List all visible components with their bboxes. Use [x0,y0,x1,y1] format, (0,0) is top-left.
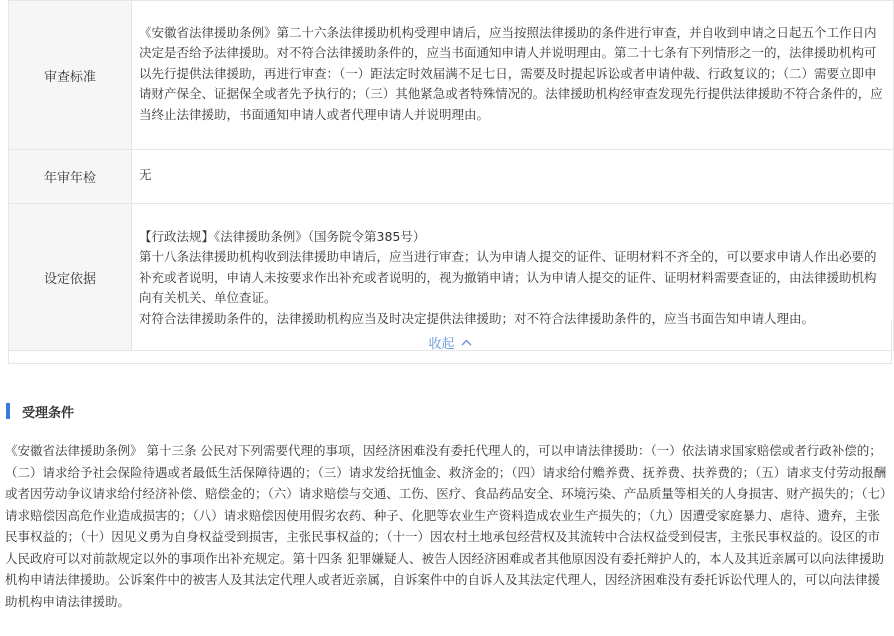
legal-basis-line: 对符合法律援助条件的，法律援助机构应当及时决定提供法律援助；对不符合法律援助条件的，应当书面告知申请人理由。 [139,310,815,326]
collapse-button[interactable] [8,321,892,364]
table-row-review-standard [9,1,894,150]
row-label-review-standard: 审查标准 [9,1,132,150]
row-value-review-standard: 《安徽省法律援助条例》第二十六条法律援助机构受理申请后，应当按照法律援助的条件进行审查，并自收到申请之日起五个工作日内决定是否给予法律援助。对不符合法律援助条件的，应当书面通知申请人并说明理由。第二十七条有下列情形之一的，法律援助机构可以先行提供法律援助，再进行审查：（一）距法定时效届满不足七日，需要及时提起诉讼或者申请仲裁、行政复议的；（二）需要立即申请财产保全、证据保全或者先予执行的；（三）其他紧急或者特殊情况的。法律援助机构经审查发现先行提供法律援助不符合条件的，应当终止法律援助，书面通知申请人或者代理申请人并说明理由。 [132,1,894,150]
row-value-annual-review: 无 [132,150,894,204]
chevron-up-icon [461,336,472,349]
legal-basis-line: 第十八条法律援助机构收到法律援助申请后，应当进行审查；认为申请人提交的证件、证明材料不齐全的，可以要求申请人作出必要的补充或者说明，申请人未按要求作出补充或者说明的，视为撤销申请；认为申请人提交的证件、证明材料需要查证的，由法律援助机构向有关机关、单位查证。 [139,249,877,306]
collapse-label: 收起 [428,336,455,352]
acceptance-conditions-text: 《安徽省法律援助条例》 第十三条 公民对下列需要代理的事项，因经济困难没有委托代理人的，可以申请法律援助：（一）依法请求国家赔偿或者行政补偿的；（二）请求给予社会保险待遇或者最低生活保障待遇的；（三）请求发给抚恤金、救济金的；（四）请求给付赡养费、抚养费、扶养费的；（五）请求支付劳动报酬或者因劳动争议请求给付经济补偿、赔偿金的；（六）请求赔偿与交通、工伤、医疗、食品药品安全、环境污染、产品质量等相关的人身损害、财产损失的；（七）请求赔偿因高危作业造成损害的；（八）请求赔偿因使用假劣农药、种子、化肥等农业生产资料造成农业生产损失的；（九）因遭受家庭暴力、虐待、遗弃，主张民事权益的；（十）因见义勇为自身权益受到损害，主张民事权益的；（十一）因农村土地承包经营权及其流转中合法权益受到侵害，主张民事权益的。设区的市人民政府可以对前款规定以外的事项作出补充规定。第十四条 犯罪嫌疑人、被告人因经济困难或者其他原因没有委托辩护人的，本人及其近亲属可以向法律援助机构申请法律援助。公诉案件中的被害人及其法定代理人或者近亲属，自诉案件中的自诉人及其法定代理人，因经济困难没有委托诉讼代理人的，可以向法律援助机构申请法律援助。 [5,443,887,609]
section-title: 受理条件 [22,405,75,421]
section-accent-bar [6,403,10,419]
row-label-legal-basis: 设定依据 [9,204,132,351]
service-info-table [8,0,894,351]
legal-basis-line: 【行政法规】《法律援助条例》（国务院令第385号） [139,228,426,244]
row-label-annual-review: 年审年检 [9,150,132,204]
section-header-acceptance-conditions [6,402,74,420]
table-row-annual-review [9,150,894,204]
